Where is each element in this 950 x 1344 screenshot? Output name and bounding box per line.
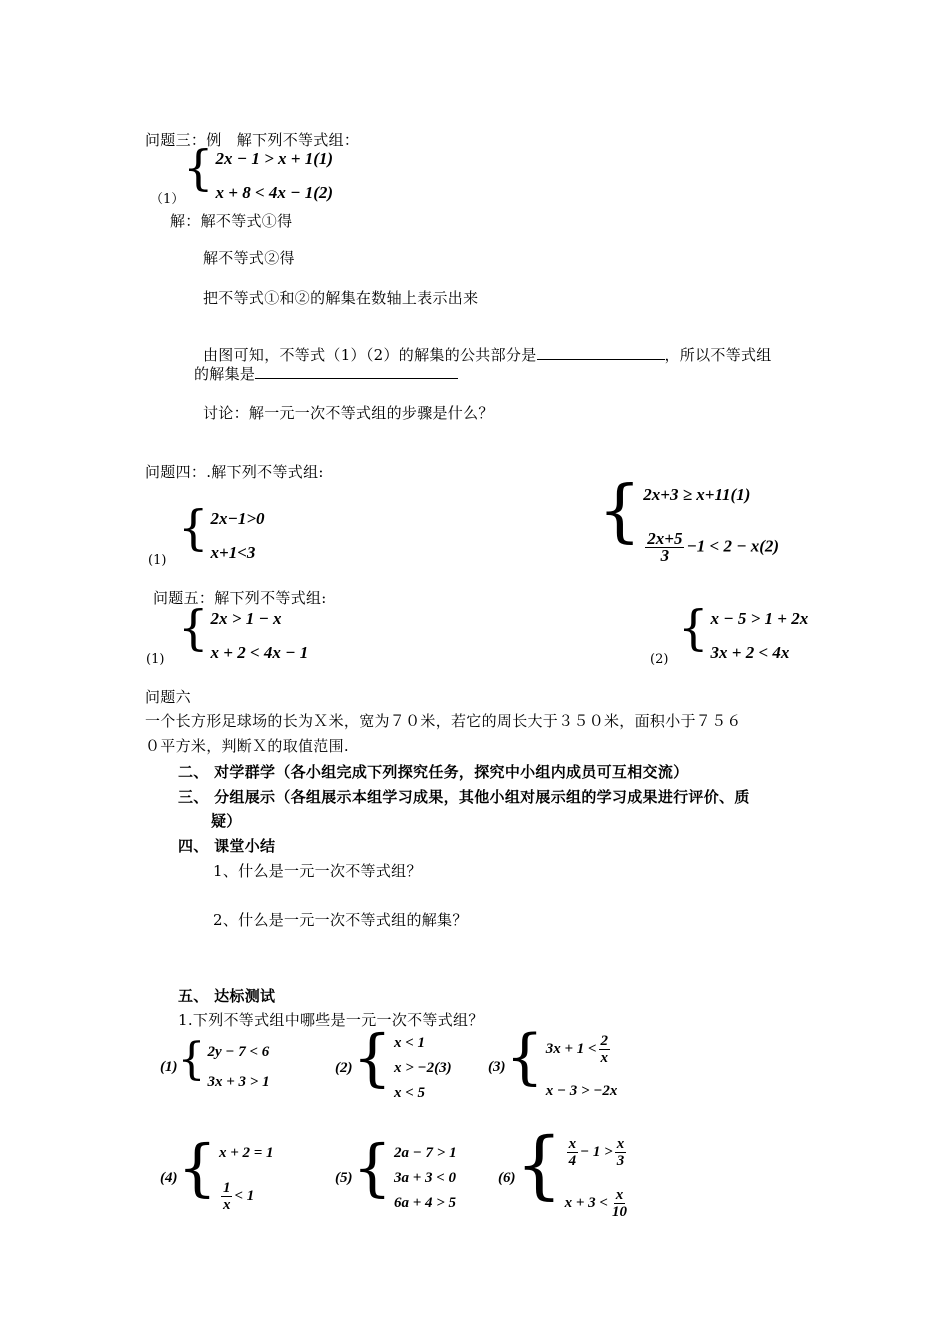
q6-line2: ０平方米，判断Ｘ的取值范围. <box>145 737 349 755</box>
test-item-5 <box>335 1131 457 1213</box>
q4-heading: 问题四：.解下列不等式组: <box>145 463 324 481</box>
test-5-l3: 6a + 4 > 5 <box>393 1195 457 1211</box>
test-5-label: (5) <box>335 1170 353 1186</box>
q5-a2: x + 2 < 4x − 1 <box>210 643 309 662</box>
q3-heading: 问题三：例 解下列不等式组： <box>145 131 360 149</box>
test-6-num1: x <box>568 1136 577 1152</box>
section-3: 三、 分组展示（各组展示本组学习成果，其他小组对展示组的学习成果进行评价、质 <box>178 788 750 806</box>
test-6-label: (6) <box>498 1170 516 1186</box>
test-6-l1 <box>565 1136 631 1169</box>
test-1-l2: 3x + 3 > 1 <box>207 1074 270 1090</box>
test-6-num3: x <box>615 1187 624 1203</box>
brace-icon: { <box>352 1021 392 1094</box>
test-6-l2 <box>565 1187 631 1220</box>
brace-icon: { <box>178 500 209 556</box>
test-4-label: (4) <box>160 1170 178 1186</box>
q5-label2: (2) <box>650 652 669 667</box>
q5-label1: (1) <box>146 652 165 667</box>
q3-conclusion-a: 由图可知，不等式（1）（2）的解集的公共部分是 <box>203 346 537 364</box>
section-4-q1: 1、什么是一元一次不等式组？ <box>213 862 422 880</box>
brace-icon: { <box>505 1022 544 1092</box>
test-1-l1: 2y − 7 < 6 <box>207 1044 270 1060</box>
q5-b1: x − 5 > 1 + 2x <box>710 609 809 628</box>
test-2-l1: x < 1 <box>393 1035 426 1051</box>
q4-b2-num: 2x+5 <box>647 529 683 548</box>
test-6-den3: 10 <box>611 1204 627 1220</box>
q4-b1: 2x+3 ≥ x+11(1) <box>643 485 751 504</box>
test-4-l1: x + 2 = 1 <box>218 1145 274 1161</box>
test-4-l2 <box>219 1180 274 1213</box>
test-4-num: 1 <box>222 1180 231 1196</box>
test-item-6 <box>498 1122 631 1220</box>
answer-blank-1[interactable] <box>537 345 665 360</box>
q3-eq2: x + 8 < 4x − 1(2) <box>215 183 334 202</box>
q3-conclusion-b: ，所以不等式组 <box>664 346 772 364</box>
test-6-l2a: x + 3 < <box>564 1194 608 1211</box>
q3-system <box>183 140 334 204</box>
q4-b2-rest: −1 < 2 − x(2) <box>686 536 780 556</box>
brace-icon: { <box>177 1034 206 1085</box>
q5-heading: 问题五：解下列不等式组: <box>153 589 327 607</box>
brace-icon: { <box>177 1131 217 1204</box>
test-3-l1a: 3x + 1 < <box>545 1040 597 1057</box>
q6-line1: 一个长方形足球场的长为Ｘ米，宽为７０米，若它的周长大于３５０米，面积小于７５６ <box>145 712 742 730</box>
q3-numline: 把不等式①和②的解集在数轴上表示出来 <box>203 289 479 307</box>
test-3-l2: x − 3 > −2x <box>545 1083 618 1099</box>
test-1-label: (1) <box>160 1059 178 1075</box>
test-item-2 <box>335 1021 452 1103</box>
q5-a1: 2x > 1 − x <box>210 609 282 628</box>
test-2-l2: x > −2(3) <box>393 1060 452 1076</box>
q3-conclusion-c: 的解集是 <box>194 365 256 383</box>
q4-a2: x+1<3 <box>210 543 256 562</box>
q4-a1: 2x−1>0 <box>210 509 265 528</box>
section-3-cont: 疑） <box>211 812 242 830</box>
test-item-1 <box>160 1034 270 1092</box>
q3-solve-intro: 解：解不等式①得 <box>170 212 293 230</box>
test-4-den: x <box>222 1197 231 1213</box>
q3-conclusion-line <box>203 345 772 365</box>
test-4-l2b: < 1 <box>234 1187 255 1204</box>
q3-label: （1） <box>150 192 185 207</box>
brace-icon: { <box>598 472 642 551</box>
brace-icon: { <box>178 600 209 656</box>
test-3-num: 2 <box>600 1033 609 1049</box>
test-3-label: (3) <box>488 1059 506 1075</box>
test-2-label: (2) <box>335 1060 353 1076</box>
brace-icon: { <box>678 600 709 656</box>
q3-solve-2: 解不等式②得 <box>203 249 295 267</box>
test-3-l1 <box>546 1033 618 1066</box>
brace-icon: { <box>515 1122 563 1208</box>
section-4: 四、 课堂小结 <box>178 837 276 855</box>
test-3-den: x <box>600 1050 609 1066</box>
answer-blank-2[interactable] <box>255 364 458 379</box>
test-5-l2: 3a + 3 < 0 <box>393 1170 457 1186</box>
test-6-den2: 3 <box>616 1153 625 1169</box>
q3-discuss: 讨论：解一元一次不等式组的步骤是什么？ <box>203 404 494 422</box>
q4-b2-den: 3 <box>660 546 670 565</box>
q3-eq1: 2x − 1 > x + 1(1) <box>215 149 334 168</box>
test-5-l1: 2a − 7 > 1 <box>393 1145 457 1161</box>
q6-heading: 问题六 <box>145 688 191 706</box>
brace-icon: { <box>352 1131 392 1204</box>
q3-conclusion-line2 <box>194 364 458 384</box>
section-5-q1: 1.下列不等式组中哪些是一元一次不等式组？ <box>178 1011 484 1029</box>
test-6-den1: 4 <box>568 1153 577 1169</box>
q5-system-1 <box>178 600 309 664</box>
q4-system-2 <box>598 472 780 565</box>
test-6-num2: x <box>616 1136 625 1152</box>
q5-system-2 <box>678 600 809 664</box>
section-5: 五、 达标测试 <box>178 987 276 1005</box>
test-item-4 <box>160 1131 274 1213</box>
q5-b2: 3x + 2 < 4x <box>710 643 790 662</box>
test-item-3 <box>488 1022 618 1101</box>
test-6-l1b: − 1 > <box>580 1143 613 1160</box>
section-4-q2: 2、什么是一元一次不等式组的解集？ <box>213 911 468 929</box>
q4-system-1 <box>178 500 265 564</box>
q4-b2 <box>643 531 779 564</box>
q4-label1: (1) <box>148 553 167 568</box>
test-2-l3: x < 5 <box>393 1085 426 1101</box>
brace-icon: { <box>183 140 214 196</box>
section-2: 二、 对学群学（各小组完成下列探究任务，探究中小组内成员可互相交流） <box>178 763 689 781</box>
